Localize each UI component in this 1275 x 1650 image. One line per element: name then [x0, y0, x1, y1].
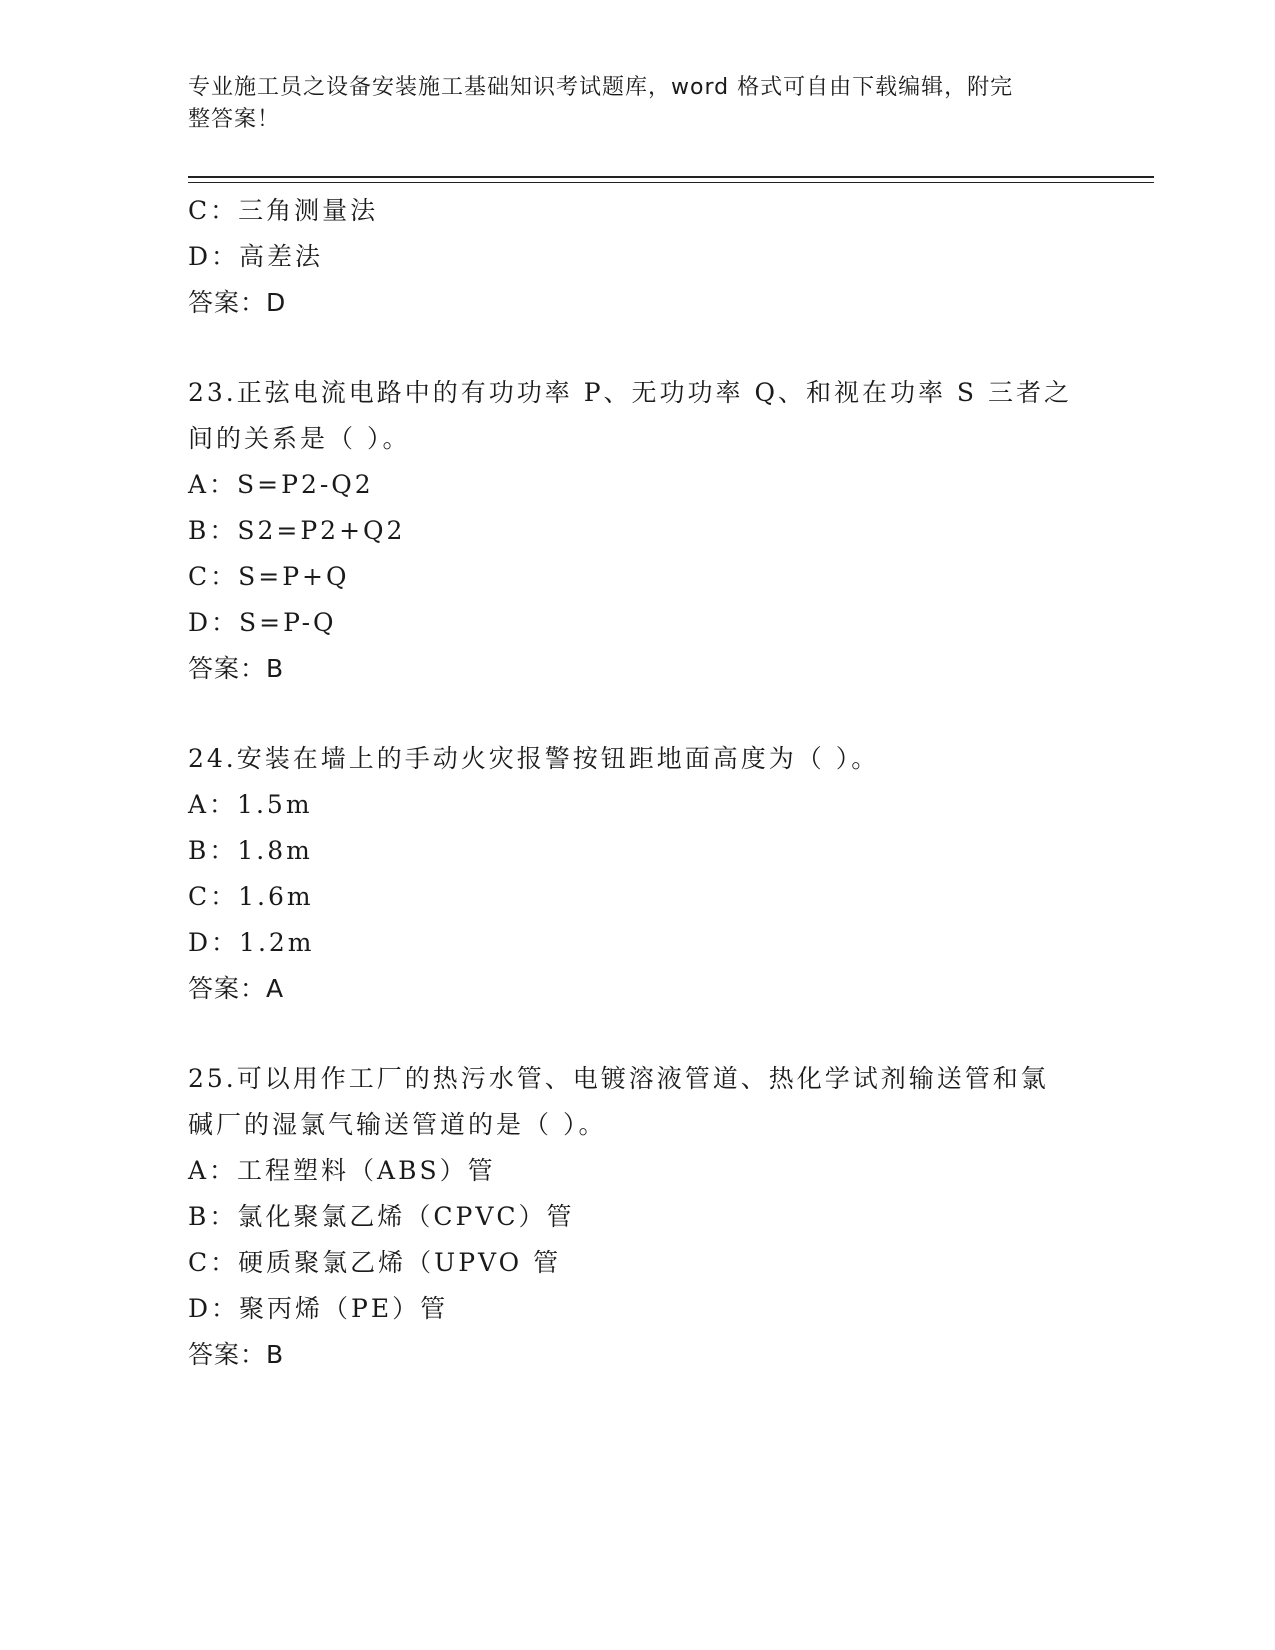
option-d: D：聚丙烯（PE）管	[188, 1294, 449, 1323]
header-divider-thin	[188, 182, 1154, 183]
answer-line: 答案：B	[188, 654, 285, 683]
option-b: B：S2=P2+Q2	[188, 516, 406, 545]
answer-line: 答案：D	[188, 288, 287, 317]
header-divider-thick	[188, 176, 1154, 178]
option-d: D：高差法	[188, 242, 324, 271]
question-stem-line: 25.可以用作工厂的热污水管、电镀溶液管道、热化学试剂输送管和氯	[188, 1064, 1049, 1093]
question-stem-line: 间的关系是（ ）。	[188, 424, 411, 453]
question-25	[188, 1056, 1088, 1378]
option-c: C：硬质聚氯乙烯（UPVO 管	[188, 1248, 562, 1277]
answer-line: 答案：B	[188, 1340, 285, 1369]
option-d: D：1.2m	[188, 928, 315, 957]
option-c: C：1.6m	[188, 882, 314, 911]
question-stem-line: 碱厂的湿氯气输送管道的是（ ）。	[188, 1110, 607, 1139]
question-list	[188, 188, 1088, 1378]
header-line-2: 整答案！	[188, 107, 281, 132]
option-b: B：1.8m	[188, 836, 313, 865]
option-a: A：1.5m	[188, 790, 313, 819]
question-23	[188, 370, 1088, 692]
option-d: D：S=P-Q	[188, 608, 337, 637]
option-c: C：S=P+Q	[188, 562, 350, 591]
option-b: B：氯化聚氯乙烯（CPVC）管	[188, 1202, 575, 1231]
header-line-1: 专业施工员之设备安装施工基础知识考试题库，word 格式可自由下载编辑，附完	[188, 75, 1014, 100]
question-24	[188, 736, 1088, 1012]
option-c: C：三角测量法	[188, 196, 379, 225]
question-stem-line: 23.正弦电流电路中的有功功率 P、无功功率 Q、和视在功率 S 三者之	[188, 378, 1072, 407]
question-stem-line: 24.安装在墙上的手动火灾报警按钮距地面高度为（ ）。	[188, 744, 880, 773]
option-a: A：工程塑料（ABS）管	[188, 1156, 496, 1185]
option-a: A：S=P2-Q2	[188, 470, 374, 499]
document-header	[188, 72, 1088, 136]
answer-line: 答案：A	[188, 974, 285, 1003]
previous-question-tail	[188, 188, 1088, 326]
